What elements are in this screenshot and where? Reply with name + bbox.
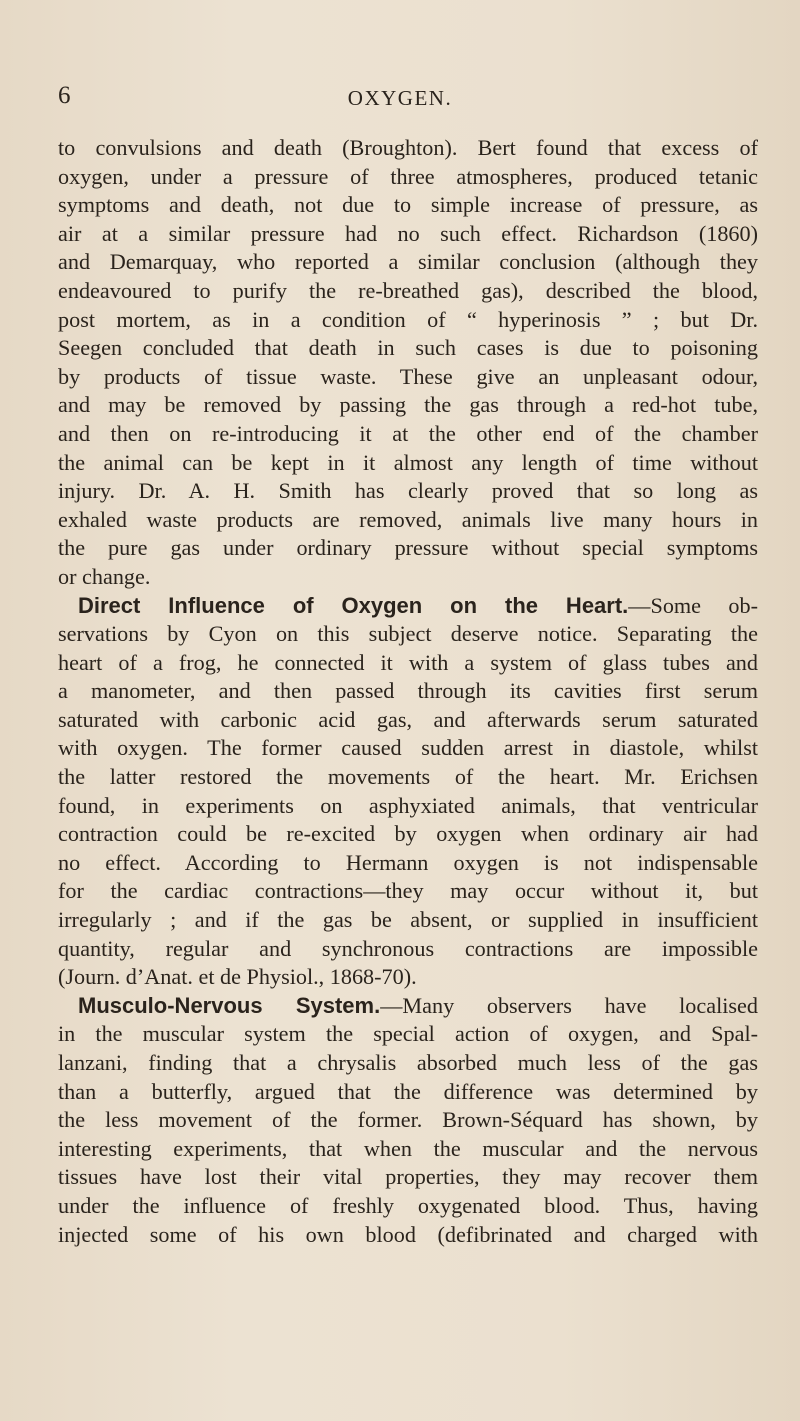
page-number: 6: [58, 82, 71, 109]
text-line: [58, 592, 758, 621]
text-line: and then on re-introducing it at the other end of the chamber: [58, 420, 758, 446]
page-body: [58, 134, 758, 1249]
text-line: heart of a frog, he connected it with a system of glass tubes and: [58, 649, 758, 675]
text-line: interesting experiments, that when the muscular and the nervous: [58, 1135, 758, 1161]
text-line: the animal can be kept in it almost any length of time without: [58, 449, 758, 475]
text-line: the pure gas under ordinary pressure without special symptoms: [58, 535, 758, 561]
text-line: a manometer, and then passed through its cavities first serum: [58, 678, 758, 704]
text-line: to convulsions and death (Broughton). Bert found that excess of: [58, 135, 758, 160]
text-line: contraction could be re-excited by oxygen when ordinary air had: [58, 821, 758, 847]
text-line: injury. Dr. A. H. Smith has clearly proved that so long as: [58, 478, 758, 504]
text-line: injected some of his own blood (defibrinated and charged with: [58, 1221, 758, 1247]
heading-continuation: —Many observers have localised: [380, 992, 758, 1018]
text-line: and may be removed by passing the gas through a red-hot tube,: [58, 392, 758, 418]
text-line: under the influence of freshly oxygenated blood. Thus, having: [58, 1192, 758, 1218]
text-line: oxygen, under a pressure of three atmospheres, produced tetanic: [58, 163, 758, 189]
section-heading-heart: Direct Influence of Oxygen on the Heart.: [78, 592, 629, 618]
text-line: in the muscular system the special action of oxygen, and Spal-: [58, 1021, 758, 1047]
text-line: irregularly ; and if the gas be absent, or supplied in insufficient: [58, 907, 758, 933]
text-line: symptoms and death, not due to simple increase of pressure, as: [58, 192, 758, 218]
text-line: than a butterfly, argued that the difference was determined by: [58, 1078, 758, 1104]
text-line: [58, 992, 758, 1021]
text-line: tissues have lost their vital properties, they may recover them: [58, 1164, 758, 1190]
text-line: no effect. According to Hermann oxygen is not indispensable: [58, 849, 758, 875]
text-line: and Demarquay, who reported a similar conclusion (although they: [58, 249, 758, 275]
text-line: for the cardiac contractions—they may occur without it, but: [58, 878, 758, 904]
text-line: (Journ. d’Anat. et de Physiol., 1868-70).: [58, 964, 417, 990]
text-line: saturated with carbonic acid gas, and afterwards serum saturated: [58, 706, 758, 732]
paragraph-heart: [58, 592, 758, 992]
text-line: post mortem, as in a condition of “ hyperinosis ” ; but Dr.: [58, 306, 758, 332]
text-line: or change.: [58, 563, 151, 589]
text-line: the less movement of the former. Brown-Séquard has shown, by: [58, 1107, 758, 1133]
text-line: the latter restored the movements of the heart. Mr. Erichsen: [58, 764, 758, 790]
text-line: by products of tissue waste. These give an unpleasant odour,: [58, 363, 758, 389]
paragraph-convulsions: [58, 134, 758, 592]
text-line: air at a similar pressure had no such effect. Richardson (1860): [58, 220, 758, 246]
text-line: found, in experiments on asphyxiated animals, that ventricular: [58, 792, 758, 818]
text-line: lanzani, finding that a chrysalis absorbed much less of the gas: [58, 1050, 758, 1075]
text-line: endeavoured to purify the re-breathed gas), described the blood,: [58, 277, 758, 303]
heading-continuation: —Some ob-: [628, 592, 758, 618]
paragraph-musculo-nervous: [58, 992, 758, 1249]
text-line: Seegen concluded that death in such cases is due to poisoning: [58, 335, 758, 361]
running-head: OXYGEN.: [347, 86, 453, 110]
text-line: servations by Cyon on this subject deserve notice. Separating the: [58, 621, 758, 647]
text-line: with oxygen. The former caused sudden arrest in diastole, whilst: [58, 735, 758, 761]
text-line: quantity, regular and synchronous contractions are impossible: [58, 935, 758, 961]
section-heading-musculo-nervous: Musculo-Nervous System.: [78, 992, 381, 1018]
text-line: exhaled waste products are removed, animals live many hours in: [58, 506, 758, 532]
